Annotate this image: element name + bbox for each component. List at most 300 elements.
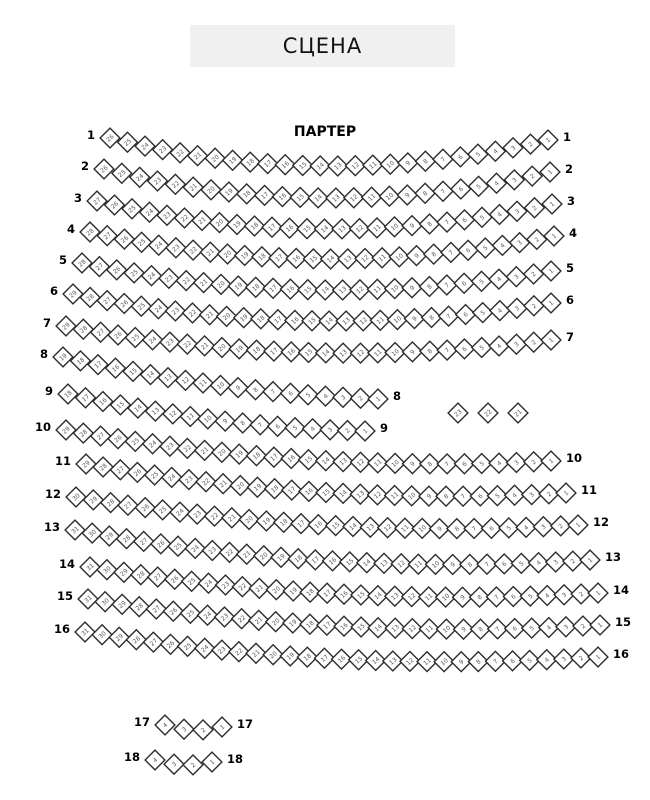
seat-r16-s1[interactable] xyxy=(588,647,608,667)
seat-r2-s24[interactable] xyxy=(130,167,150,187)
seat-r14-s19[interactable] xyxy=(283,581,303,601)
seat-r10-s2[interactable] xyxy=(524,452,544,472)
seat-extra-21[interactable] xyxy=(508,403,528,423)
seat-r12-s18[interactable] xyxy=(274,512,294,532)
seat-r5-s17[interactable] xyxy=(263,278,283,298)
seat-r5-s6[interactable] xyxy=(454,273,474,293)
seat-r3-s17[interactable] xyxy=(262,217,282,237)
seat-r14-s27[interactable] xyxy=(148,567,168,587)
seat-r11-s21[interactable] xyxy=(213,474,233,494)
seat-r11-s25[interactable] xyxy=(145,465,165,485)
seat-r8-s15[interactable] xyxy=(123,362,143,382)
seat-r3-s16[interactable] xyxy=(280,218,300,238)
seat-r1-s2[interactable] xyxy=(521,134,541,154)
seat-r15-s25[interactable] xyxy=(181,603,201,623)
seat-r17-s4[interactable] xyxy=(155,715,175,735)
seat-r16-s31[interactable] xyxy=(75,622,95,642)
seat-r15-s1[interactable] xyxy=(590,615,610,635)
seat-r15-s17[interactable] xyxy=(317,615,337,635)
seat-r10-s4[interactable] xyxy=(489,453,509,473)
seat-r3-s6[interactable] xyxy=(455,210,475,230)
seat-r5-s4[interactable] xyxy=(489,269,509,289)
seat-r12-s25[interactable] xyxy=(153,500,173,520)
seat-r18-s1[interactable] xyxy=(202,752,222,772)
seat-r7-s17[interactable] xyxy=(264,341,284,361)
seat-r4-s9[interactable] xyxy=(407,246,427,266)
seat-r4-s4[interactable] xyxy=(493,236,513,256)
seat-r14-s23[interactable] xyxy=(216,575,236,595)
seat-r9-s7[interactable] xyxy=(250,415,270,435)
seat-r6-s9[interactable] xyxy=(405,309,425,329)
seat-r10-s29[interactable] xyxy=(56,420,76,440)
seat-r5-s8[interactable] xyxy=(420,277,440,297)
seat-r9-s4[interactable] xyxy=(303,419,323,439)
seat-r2-s12[interactable] xyxy=(344,188,364,208)
seat-r11-s29[interactable] xyxy=(76,454,96,474)
seat-r1-s21[interactable] xyxy=(188,146,208,166)
seat-r13-s2[interactable] xyxy=(563,551,583,571)
seat-r2-s10[interactable] xyxy=(380,186,400,206)
seat-r1-s18[interactable] xyxy=(240,152,260,172)
seat-r13-s27[interactable] xyxy=(134,532,154,552)
seat-r11-s14[interactable] xyxy=(333,484,353,504)
seat-r3-s5[interactable] xyxy=(472,207,492,227)
seat-r13-s19[interactable] xyxy=(271,547,291,567)
seat-r18-s3[interactable] xyxy=(164,754,184,774)
seat-r3-s18[interactable] xyxy=(245,216,265,236)
seat-r10-s3[interactable] xyxy=(507,453,527,473)
seat-r2-s1[interactable] xyxy=(540,162,560,182)
seat-r10-s28[interactable] xyxy=(73,423,93,443)
seat-r9-s2[interactable] xyxy=(338,421,358,441)
seat-r16-s2[interactable] xyxy=(571,648,591,668)
seat-r3-s1[interactable] xyxy=(542,194,562,214)
seat-r12-s1[interactable] xyxy=(568,515,588,535)
seat-r3-s20[interactable] xyxy=(210,213,230,233)
seat-r15-s31[interactable] xyxy=(78,589,98,609)
seat-r1-s12[interactable] xyxy=(345,156,365,176)
seat-r6-s1[interactable] xyxy=(541,293,561,313)
seat-r7-s6[interactable] xyxy=(455,339,475,359)
seat-r10-s22[interactable] xyxy=(177,439,197,459)
seat-r11-s18[interactable] xyxy=(265,479,285,499)
seat-r8-s4[interactable] xyxy=(316,386,336,406)
seat-r2-s14[interactable] xyxy=(308,188,328,208)
seat-r11-s28[interactable] xyxy=(93,457,113,477)
seat-r12-s17[interactable] xyxy=(291,514,311,534)
seat-r2-s22[interactable] xyxy=(166,174,186,194)
seat-r8-s12[interactable] xyxy=(176,371,196,391)
seat-r5-s11[interactable] xyxy=(367,279,387,299)
seat-r1-s22[interactable] xyxy=(170,143,190,163)
seat-r12-s15[interactable] xyxy=(326,516,346,536)
seat-r5-s24[interactable] xyxy=(142,266,162,286)
seat-extra-22[interactable] xyxy=(478,403,498,423)
seat-r5-s9[interactable] xyxy=(402,278,422,298)
seat-r7-s28[interactable] xyxy=(73,319,93,339)
seat-r2-s19[interactable] xyxy=(219,182,239,202)
seat-r7-s9[interactable] xyxy=(403,342,423,362)
seat-r16-s20[interactable] xyxy=(263,645,283,665)
seat-r9-s3[interactable] xyxy=(320,420,340,440)
seat-r4-s27[interactable] xyxy=(97,226,117,246)
seat-r12-s19[interactable] xyxy=(257,511,277,531)
seat-r11-s26[interactable] xyxy=(128,463,148,483)
seat-r5-s25[interactable] xyxy=(124,263,144,283)
seat-r15-s20[interactable] xyxy=(266,612,286,632)
seat-r6-s18[interactable] xyxy=(251,309,271,329)
seat-r5-s12[interactable] xyxy=(350,280,370,300)
seat-r12-s16[interactable] xyxy=(308,515,328,535)
seat-r2-s4[interactable] xyxy=(487,173,507,193)
seat-r7-s2[interactable] xyxy=(524,332,544,352)
seat-r4-s6[interactable] xyxy=(458,240,478,260)
seat-r14-s22[interactable] xyxy=(233,577,253,597)
seat-r16-s29[interactable] xyxy=(109,627,129,647)
seat-r3-s3[interactable] xyxy=(507,201,527,221)
seat-r14-s30[interactable] xyxy=(97,560,117,580)
seat-r16-s22[interactable] xyxy=(229,642,249,662)
seat-r5-s22[interactable] xyxy=(176,271,196,291)
seat-r8-s3[interactable] xyxy=(333,387,353,407)
seat-r6-s7[interactable] xyxy=(439,306,459,326)
seat-r6-s23[interactable] xyxy=(166,301,186,321)
seat-r10-s12[interactable] xyxy=(351,452,371,472)
seat-r10-s18[interactable] xyxy=(247,446,267,466)
seat-r3-s12[interactable] xyxy=(350,219,370,239)
seat-r5-s26[interactable] xyxy=(107,260,127,280)
seat-r14-s31[interactable] xyxy=(80,557,100,577)
seat-r4-s2[interactable] xyxy=(527,230,547,250)
seat-r8-s6[interactable] xyxy=(281,383,301,403)
seat-r15-s22[interactable] xyxy=(232,609,252,629)
seat-r7-s20[interactable] xyxy=(212,338,232,358)
seat-r4-s25[interactable] xyxy=(132,232,152,252)
seat-r13-s26[interactable] xyxy=(151,534,171,554)
seat-r7-s16[interactable] xyxy=(281,342,301,362)
seat-r13-s24[interactable] xyxy=(185,539,205,559)
seat-r5-s20[interactable] xyxy=(211,275,231,295)
seat-r6-s22[interactable] xyxy=(183,303,203,323)
seat-r6-s19[interactable] xyxy=(234,308,254,328)
seat-r2-s23[interactable] xyxy=(148,171,168,191)
seat-r4-s19[interactable] xyxy=(235,246,255,266)
seat-r3-s21[interactable] xyxy=(192,211,212,231)
seat-r5-s10[interactable] xyxy=(385,279,405,299)
seat-r3-s11[interactable] xyxy=(367,218,387,238)
seat-r1-s20[interactable] xyxy=(205,148,225,168)
seat-r13-s1[interactable] xyxy=(580,550,600,570)
seat-r16-s28[interactable] xyxy=(126,630,146,650)
seat-r6-s6[interactable] xyxy=(456,305,476,325)
seat-r13-s21[interactable] xyxy=(237,544,257,564)
seat-r13-s29[interactable] xyxy=(99,526,119,546)
seat-r2-s16[interactable] xyxy=(273,187,293,207)
seat-r12-s22[interactable] xyxy=(205,506,225,526)
seat-r9-s1[interactable] xyxy=(355,421,375,441)
seat-r2-s17[interactable] xyxy=(255,186,275,206)
seat-r2-s5[interactable] xyxy=(469,176,489,196)
seat-r7-s8[interactable] xyxy=(420,341,440,361)
seat-r5-s7[interactable] xyxy=(437,275,457,295)
seat-r7-s24[interactable] xyxy=(143,330,163,350)
seat-r9-s11[interactable] xyxy=(180,407,200,427)
seat-r13-s15[interactable] xyxy=(340,552,360,572)
seat-r11-s20[interactable] xyxy=(230,476,250,496)
seat-r14-s26[interactable] xyxy=(165,569,185,589)
seat-r11-s2[interactable] xyxy=(539,484,559,504)
seat-r9-s18[interactable] xyxy=(58,384,78,404)
seat-r6-s8[interactable] xyxy=(422,308,442,328)
seat-r2-s26[interactable] xyxy=(94,159,114,179)
seat-r1-s16[interactable] xyxy=(275,155,295,175)
seat-r6-s20[interactable] xyxy=(217,307,237,327)
seat-r7-s4[interactable] xyxy=(489,336,509,356)
seat-r9-s12[interactable] xyxy=(163,404,183,424)
seat-r1-s8[interactable] xyxy=(416,151,436,171)
seat-r12-s23[interactable] xyxy=(187,504,207,524)
seat-r2-s15[interactable] xyxy=(290,188,310,208)
seat-r14-s24[interactable] xyxy=(199,573,219,593)
seat-r1-s3[interactable] xyxy=(503,138,523,158)
seat-r10-s16[interactable] xyxy=(281,449,301,469)
seat-r6-s28[interactable] xyxy=(80,288,100,308)
seat-r6-s10[interactable] xyxy=(388,310,408,330)
seat-r4-s23[interactable] xyxy=(166,238,186,258)
seat-r3-s25[interactable] xyxy=(122,199,142,219)
seat-r16-s24[interactable] xyxy=(195,638,215,658)
seat-r3-s9[interactable] xyxy=(402,216,422,236)
seat-r4-s11[interactable] xyxy=(372,248,392,268)
seat-r13-s30[interactable] xyxy=(82,523,102,543)
seat-r7-s21[interactable] xyxy=(195,336,215,356)
seat-r17-s3[interactable] xyxy=(174,719,194,739)
seat-r15-s28[interactable] xyxy=(129,597,149,617)
seat-r7-s7[interactable] xyxy=(437,340,457,360)
seat-r15-s26[interactable] xyxy=(163,601,183,621)
seat-r1-s19[interactable] xyxy=(223,150,243,170)
seat-r11-s16[interactable] xyxy=(299,482,319,502)
seat-r4-s8[interactable] xyxy=(424,244,444,264)
seat-r14-s20[interactable] xyxy=(266,580,286,600)
seat-r11-s24[interactable] xyxy=(162,468,182,488)
seat-r3-s27[interactable] xyxy=(87,191,107,211)
seat-r16-s26[interactable] xyxy=(161,634,181,654)
seat-r13-s18[interactable] xyxy=(288,549,308,569)
seat-r8-s9[interactable] xyxy=(228,378,248,398)
seat-r6-s27[interactable] xyxy=(97,291,117,311)
seat-r5-s28[interactable] xyxy=(72,253,92,273)
seat-r1-s10[interactable] xyxy=(380,154,400,174)
seat-r7-s19[interactable] xyxy=(229,339,249,359)
seat-r13-s22[interactable] xyxy=(220,543,240,563)
seat-r8-s10[interactable] xyxy=(211,376,231,396)
seat-r1-s9[interactable] xyxy=(398,153,418,173)
seat-r12-s29[interactable] xyxy=(83,490,103,510)
seat-r18-s2[interactable] xyxy=(183,755,203,775)
seat-r2-s18[interactable] xyxy=(237,184,257,204)
seat-r12-s14[interactable] xyxy=(343,517,363,537)
seat-r13-s28[interactable] xyxy=(117,529,137,549)
seat-r8-s16[interactable] xyxy=(106,358,126,378)
seat-r17-s1[interactable] xyxy=(212,717,232,737)
seat-r2-s8[interactable] xyxy=(415,183,435,203)
seat-r7-s18[interactable] xyxy=(247,340,267,360)
seat-r15-s16[interactable] xyxy=(334,616,354,636)
seat-r1-s6[interactable] xyxy=(451,147,471,167)
seat-r15-s27[interactable] xyxy=(146,599,166,619)
seat-r6-s26[interactable] xyxy=(114,294,134,314)
seat-r7-s10[interactable] xyxy=(385,343,405,363)
seat-r10-s14[interactable] xyxy=(316,451,336,471)
seat-r16-s21[interactable] xyxy=(246,643,266,663)
seat-r3-s10[interactable] xyxy=(385,217,405,237)
seat-r8-s5[interactable] xyxy=(298,385,318,405)
seat-r15-s19[interactable] xyxy=(283,613,303,633)
seat-r14-s2[interactable] xyxy=(571,584,591,604)
seat-r16-s23[interactable] xyxy=(212,640,232,660)
seat-r17-s2[interactable] xyxy=(193,720,213,740)
seat-r14-s18[interactable] xyxy=(300,582,320,602)
seat-r5-s19[interactable] xyxy=(228,276,248,296)
seat-r3-s2[interactable] xyxy=(525,198,545,218)
seat-r12-s2[interactable] xyxy=(551,516,571,536)
seat-r14-s1[interactable] xyxy=(588,583,608,603)
seat-r4-s21[interactable] xyxy=(200,242,220,262)
seat-r13-s17[interactable] xyxy=(305,550,325,570)
seat-r8-s13[interactable] xyxy=(158,368,178,388)
seat-r6-s25[interactable] xyxy=(131,296,151,316)
seat-r12-s21[interactable] xyxy=(222,508,242,528)
seat-r13-s25[interactable] xyxy=(168,536,188,556)
seat-r6-s5[interactable] xyxy=(473,303,493,323)
seat-r12-s27[interactable] xyxy=(118,495,138,515)
seat-r12-s30[interactable] xyxy=(66,487,86,507)
seat-r16-s27[interactable] xyxy=(144,632,164,652)
seat-r15-s21[interactable] xyxy=(249,610,269,630)
seat-r13-s20[interactable] xyxy=(254,546,274,566)
seat-r11-s17[interactable] xyxy=(282,480,302,500)
seat-r3-s7[interactable] xyxy=(437,212,457,232)
seat-r2-s7[interactable] xyxy=(433,181,453,201)
seat-r15-s30[interactable] xyxy=(95,592,115,612)
seat-r4-s24[interactable] xyxy=(149,235,169,255)
seat-r15-s2[interactable] xyxy=(573,616,593,636)
seat-r1-s5[interactable] xyxy=(468,144,488,164)
seat-r16-s25[interactable] xyxy=(178,636,198,656)
seat-r8-s19[interactable] xyxy=(53,347,73,367)
seat-r5-s16[interactable] xyxy=(281,279,301,299)
seat-r4-s26[interactable] xyxy=(115,229,135,249)
seat-r4-s20[interactable] xyxy=(218,244,238,264)
seat-r2-s21[interactable] xyxy=(183,177,203,197)
seat-r3-s23[interactable] xyxy=(157,205,177,225)
seat-r6-s4[interactable] xyxy=(490,301,510,321)
seat-r8-s7[interactable] xyxy=(263,382,283,402)
seat-r8-s2[interactable] xyxy=(351,388,371,408)
seat-r7-s5[interactable] xyxy=(472,338,492,358)
seat-r10-s26[interactable] xyxy=(108,429,128,449)
seat-r6-s24[interactable] xyxy=(149,299,169,319)
seat-r13-s3[interactable] xyxy=(546,552,566,572)
seat-r5-s21[interactable] xyxy=(194,273,214,293)
seat-r2-s13[interactable] xyxy=(326,188,346,208)
seat-r3-s24[interactable] xyxy=(140,202,160,222)
seat-r10-s17[interactable] xyxy=(264,447,284,467)
seat-r9-s8[interactable] xyxy=(233,413,253,433)
seat-r5-s27[interactable] xyxy=(90,257,110,277)
seat-r16-s3[interactable] xyxy=(554,649,574,669)
seat-r10-s20[interactable] xyxy=(212,442,232,462)
seat-r4-s5[interactable] xyxy=(475,238,495,258)
seat-r1-s23[interactable] xyxy=(153,140,173,160)
seat-r4-s17[interactable] xyxy=(269,248,289,268)
seat-extra-23[interactable] xyxy=(448,403,468,423)
seat-r9-s9[interactable] xyxy=(215,411,235,431)
seat-r2-s20[interactable] xyxy=(201,180,221,200)
seat-r1-s17[interactable] xyxy=(258,154,278,174)
seat-r1-s26[interactable] xyxy=(100,128,120,148)
seat-r14-s29[interactable] xyxy=(114,562,134,582)
seat-r16-s30[interactable] xyxy=(92,625,112,645)
seat-r15-s24[interactable] xyxy=(198,605,218,625)
seat-r2-s25[interactable] xyxy=(112,163,132,183)
seat-r11-s27[interactable] xyxy=(110,460,130,480)
seat-r9-s5[interactable] xyxy=(285,418,305,438)
seat-r9-s17[interactable] xyxy=(76,388,96,408)
seat-r5-s18[interactable] xyxy=(246,277,266,297)
seat-r6-s21[interactable] xyxy=(200,305,220,325)
seat-r7-s26[interactable] xyxy=(108,325,128,345)
seat-r12-s24[interactable] xyxy=(170,502,190,522)
seat-r7-s23[interactable] xyxy=(160,332,180,352)
seat-r5-s1[interactable] xyxy=(541,261,561,281)
seat-r15-s29[interactable] xyxy=(112,594,132,614)
seat-r10-s21[interactable] xyxy=(195,441,215,461)
seat-r10-s23[interactable] xyxy=(160,436,180,456)
seat-r16-s19[interactable] xyxy=(280,646,300,666)
seat-r3-s8[interactable] xyxy=(420,214,440,234)
seat-r2-s3[interactable] xyxy=(504,170,524,190)
seat-r4-s7[interactable] xyxy=(441,243,461,263)
seat-r4-s1[interactable] xyxy=(544,226,564,246)
seat-r7-s3[interactable] xyxy=(507,334,527,354)
seat-r9-s16[interactable] xyxy=(93,392,113,412)
seat-r12-s4[interactable] xyxy=(516,518,536,538)
seat-r14-s17[interactable] xyxy=(317,583,337,603)
seat-r14-s28[interactable] xyxy=(131,565,151,585)
seat-r13-s31[interactable] xyxy=(65,520,85,540)
seat-r9-s6[interactable] xyxy=(268,416,288,436)
seat-r8-s1[interactable] xyxy=(368,389,388,409)
seat-r10-s1[interactable] xyxy=(541,451,561,471)
seat-r2-s2[interactable] xyxy=(522,166,542,186)
seat-r16-s17[interactable] xyxy=(315,648,335,668)
seat-r14-s21[interactable] xyxy=(249,578,269,598)
seat-r10-s27[interactable] xyxy=(91,426,111,446)
seat-r7-s22[interactable] xyxy=(177,334,197,354)
seat-r13-s23[interactable] xyxy=(202,541,222,561)
seat-r6-s2[interactable] xyxy=(524,296,544,316)
seat-r1-s11[interactable] xyxy=(363,155,383,175)
seat-r3-s22[interactable] xyxy=(175,208,195,228)
seat-r3-s4[interactable] xyxy=(490,205,510,225)
seat-r8-s11[interactable] xyxy=(193,373,213,393)
seat-r10-s24[interactable] xyxy=(143,434,163,454)
seat-r4-s28[interactable] xyxy=(80,222,100,242)
seat-r1-s25[interactable] xyxy=(118,132,138,152)
seat-r5-s5[interactable] xyxy=(472,271,492,291)
